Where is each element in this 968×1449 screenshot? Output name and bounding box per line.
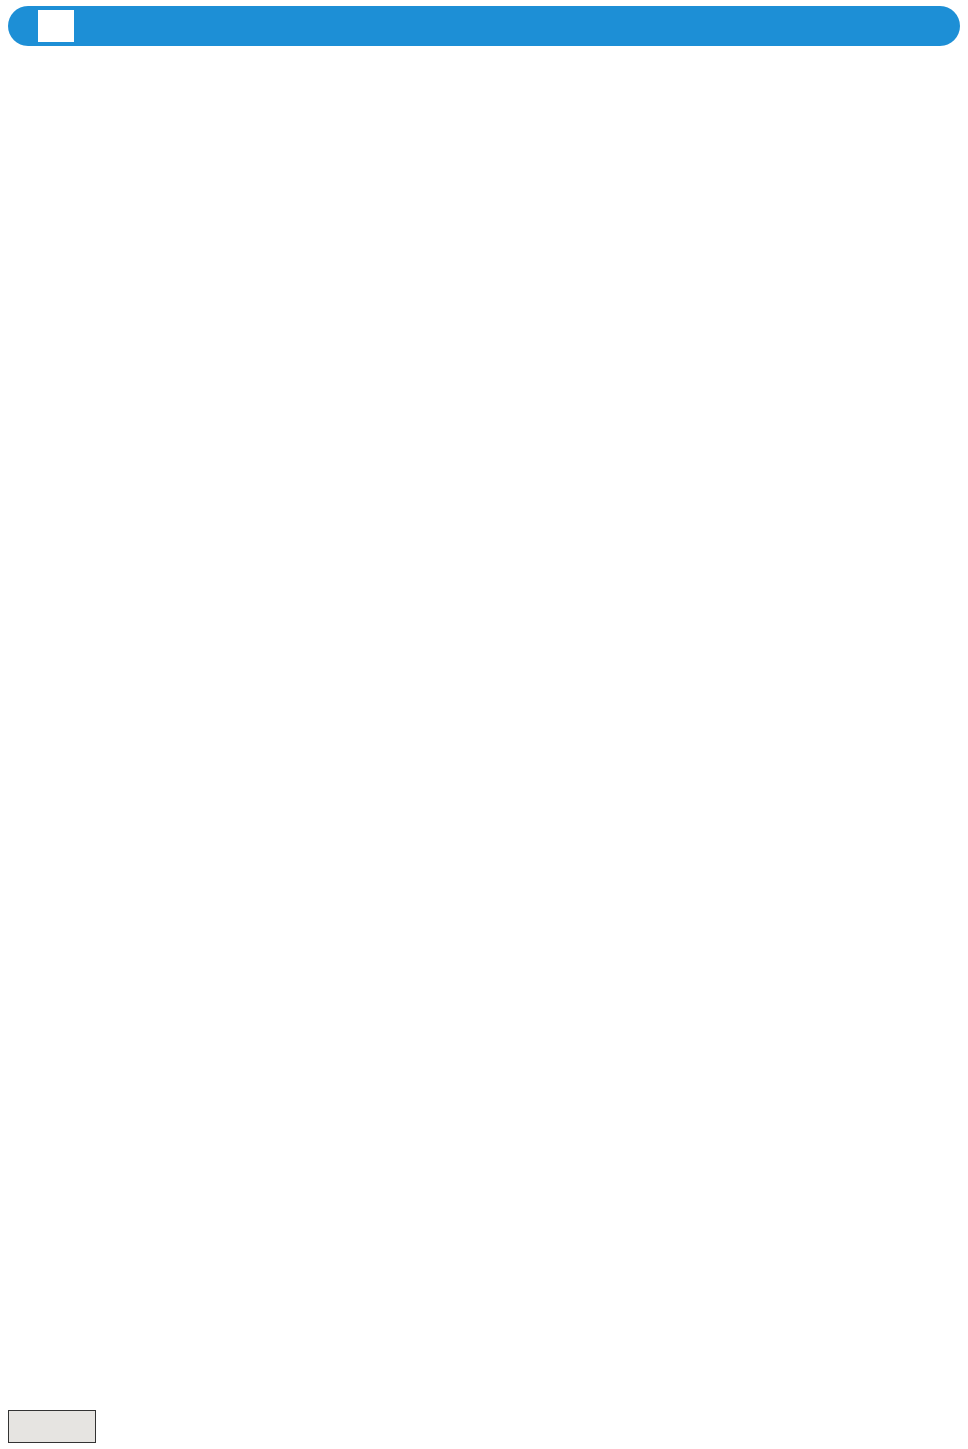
- legend-swatch: [8, 1410, 96, 1443]
